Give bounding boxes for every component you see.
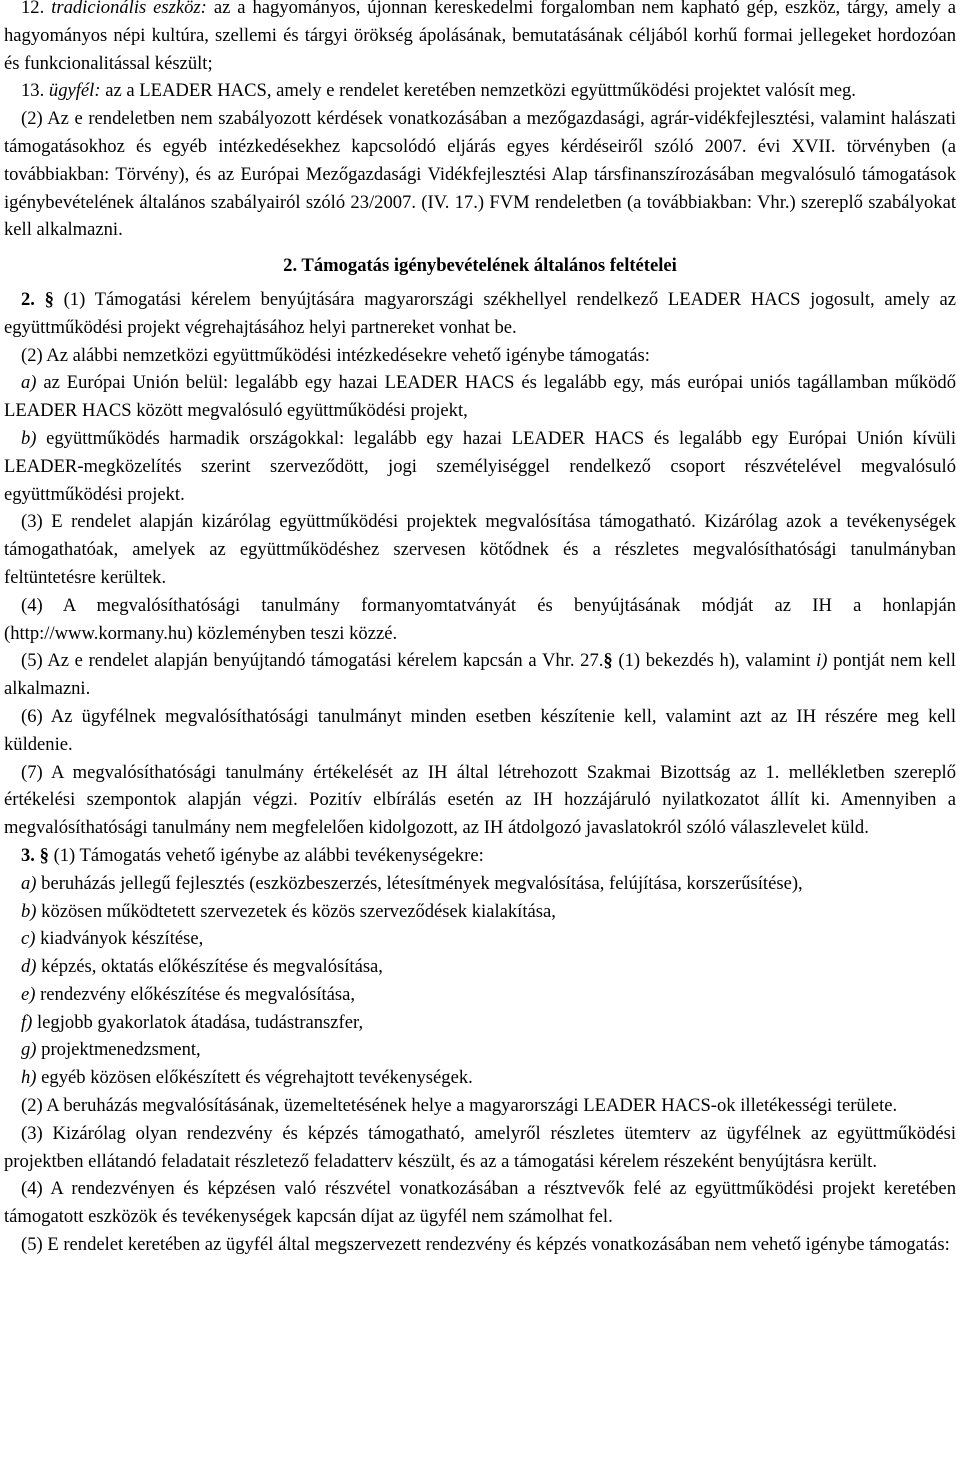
list-text: együttműködés harmadik országokkal: legalább egy hazai LEADER HACS és legalább egy Európai Unión kívüli LEADER-megközelítés szerint szerveződött, jogi személyiséggel rendelkező csoport részvételével megvalósuló együttműködési projekt. — [4, 427, 956, 505]
list-label: c) — [21, 928, 36, 950]
paragraph-2-7: (7) A megvalósíthatósági tanulmány értékelését az IH által létrehozott Szakmai Bizottság az 1. mellékletben szereplő értékelési szempontok alapján végzi. Pozitív elbírálás esetén az IH hozzájáruló nyilatkozatot állít ki. Amennyiben a megvalósíthatósági tanulmány nem megfelelően kidolgozott, az IH átdolgozó javaslatokról szóló válaszlevelet küld. — [4, 761, 956, 839]
section-number: 3. — [21, 844, 35, 866]
list-item — [4, 870, 956, 898]
paragraph-1-2: (2) Az e rendeletben nem szabályozott kérdések vonatkozásában a mezőgazdasági, agrár-vidékfejlesztési, valamint halászati támogatásokhoz és egyéb intézkedésekhez kapcsolódó eljárás egyes kérdéseiről szóló 2007. évi XVII. törvényben (a továbbiakban: Törvény), és az Európai Mezőgazdasági Vidékfejlesztési Alap társfinanszírozásában megvalósuló támogatások igénybevételének általános szabályairól szóló 23/2007. (IV. 17.) FVM rendeletben (a továbbiakban: Vhr.) szereplő szabályokat kell alkalmazni. — [4, 108, 956, 241]
list-text: kiadványok készítése, — [40, 928, 204, 950]
list-text: projektmenedzsment, — [41, 1039, 201, 1061]
list-item — [4, 925, 956, 953]
list-item — [4, 1064, 956, 1092]
definition-text: az a hagyományos, újonnan kereskedelmi forgalomban nem kapható gép, eszköz, tárgy, amely a hagyományos népi kultúra, szellemi és tárgyi örökség ápolásának, bemutatásának céljából korhű formai jellegeket hordozóan és funkcionalitással készült; — [4, 0, 956, 74]
paragraph-3-2: (2) A beruházás megvalósításának, üzemeltetésének helye a magyarországi LEADER HACS-ok illetékességi területe. — [21, 1095, 898, 1117]
paragraph-text: pontját nem kell alkalmazni. — [4, 650, 956, 700]
paragraph-2-3: (3) E rendelet alapján kizárólag együttműködési projektek megvalósítása támogatható. Kizárólag azok a tevékenységek támogathatóak, amelyek az együttműködéshez szervesen kötődnek és a részletes megvalósíthatósági tanulmányban feltüntetésre kerültek. — [4, 511, 956, 588]
list-label: b) — [21, 427, 37, 449]
list-text: legjobb gyakorlatok átadása, tudástranszfer, — [37, 1011, 364, 1033]
list-item — [4, 981, 956, 1009]
list-label: i) — [816, 650, 828, 672]
paragraph-text: (1) bekezdés h), valamint — [618, 650, 811, 672]
section-sign: § — [44, 288, 54, 310]
activity-list — [4, 870, 956, 1092]
definition-text: az a LEADER HACS, amely e rendelet keretében nemzetközi együttműködési projektet valósít meg. — [105, 80, 856, 102]
list-text: beruházás jellegű fejlesztés (eszközbeszerzés, létesítmények megvalósítása, felújítása, korszerűsítése), — [41, 872, 803, 894]
section-sign: § — [39, 844, 49, 866]
section-sign: § — [603, 650, 613, 672]
list-text: rendezvény előkészítése és megvalósítása, — [40, 983, 356, 1005]
section-heading: 2. Támogatás igénybevételének általános feltételei — [283, 255, 677, 277]
list-label: h) — [21, 1067, 37, 1089]
list-label: a) — [21, 372, 37, 394]
definition-12 — [4, 0, 956, 77]
definition-number: 12. — [21, 0, 45, 18]
definition-number: 13. — [21, 80, 45, 102]
paragraph-2-5 — [4, 647, 956, 703]
list-text: közösen működtetett szervezetek és közös szerveződések kialakítása, — [41, 900, 556, 922]
paragraph-3-5: (5) E rendelet keretében az ügyfél által megszervezett rendezvény és képzés vonatkozásában nem vehető igénybe támogatás: — [21, 1234, 950, 1256]
list-text: képzés, oktatás előkészítése és megvalósítása, — [41, 956, 383, 978]
paragraph-2-1 — [4, 286, 956, 342]
list-label: e) — [21, 983, 36, 1005]
list-item-b — [4, 425, 956, 508]
list-label: g) — [21, 1039, 37, 1061]
paragraph-text: (1) Támogatási kérelem benyújtására magyarországi székhellyel rendelkező LEADER HACS jogosult, amely az együttműködési projekt végrehajtásához helyi partnereket vonhat be. — [4, 288, 956, 338]
definition-13 — [4, 77, 956, 105]
definition-term: tradicionális eszköz: — [51, 0, 207, 18]
paragraph-text: (1) Támogatás vehető igénybe az alábbi tevékenységekre: — [53, 844, 484, 866]
paragraph-text: (5) Az e rendelet alapján benyújtandó támogatási kérelem kapcsán a Vhr. 27. — [21, 650, 604, 672]
list-item — [4, 898, 956, 926]
list-label: d) — [21, 956, 37, 978]
list-item — [4, 953, 956, 981]
paragraph-2-6: (6) Az ügyfélnek megvalósíthatósági tanulmányt minden esetben készítenie kell, valamint azt az IH részére meg kell küldenie. — [4, 705, 956, 755]
list-label: a) — [21, 872, 37, 894]
list-item — [4, 1009, 956, 1037]
list-text: az Európai Unión belül: legalább egy hazai LEADER HACS és legalább egy, más európai uniós tagállamban működő LEADER HACS között megvalósuló együttműködési projekt, — [4, 372, 956, 422]
list-text: egyéb közösen előkészített és végrehajtott tevékenységek. — [41, 1067, 473, 1089]
list-item — [4, 1036, 956, 1064]
list-label: b) — [21, 900, 37, 922]
paragraph-3-4: (4) A rendezvényen és képzésen való részvétel vonatkozásában a résztvevők felé az együttműködési projekt keretében támogatott eszközök és tevékenységek kapcsán díjat az ügyfél nem számolhat fel. — [4, 1178, 956, 1228]
list-item-a — [4, 369, 956, 425]
paragraph-2-4: (4) A megvalósíthatósági tanulmány formanyomtatványát és benyújtásának módját az IH a honlapján (http://www.kormany.hu) közleményben teszi közzé. — [4, 594, 956, 644]
definition-term: ügyfél: — [48, 80, 101, 102]
list-label: f) — [21, 1011, 33, 1033]
paragraph-3-1 — [4, 842, 956, 870]
paragraph-2-2: (2) Az alábbi nemzetközi együttműködési intézkedésekre vehető igénybe támogatás: — [21, 344, 650, 366]
section-number: 2. — [21, 288, 35, 310]
paragraph-3-3: (3) Kizárólag olyan rendezvény és képzés támogatható, amelyről részletes ütemterv az ügyfélnek az együttműködési projektben ellátandó feladatait részletező feladatterv készült, és az a támogatási kérelem részeként benyújtásra került. — [4, 1122, 956, 1172]
